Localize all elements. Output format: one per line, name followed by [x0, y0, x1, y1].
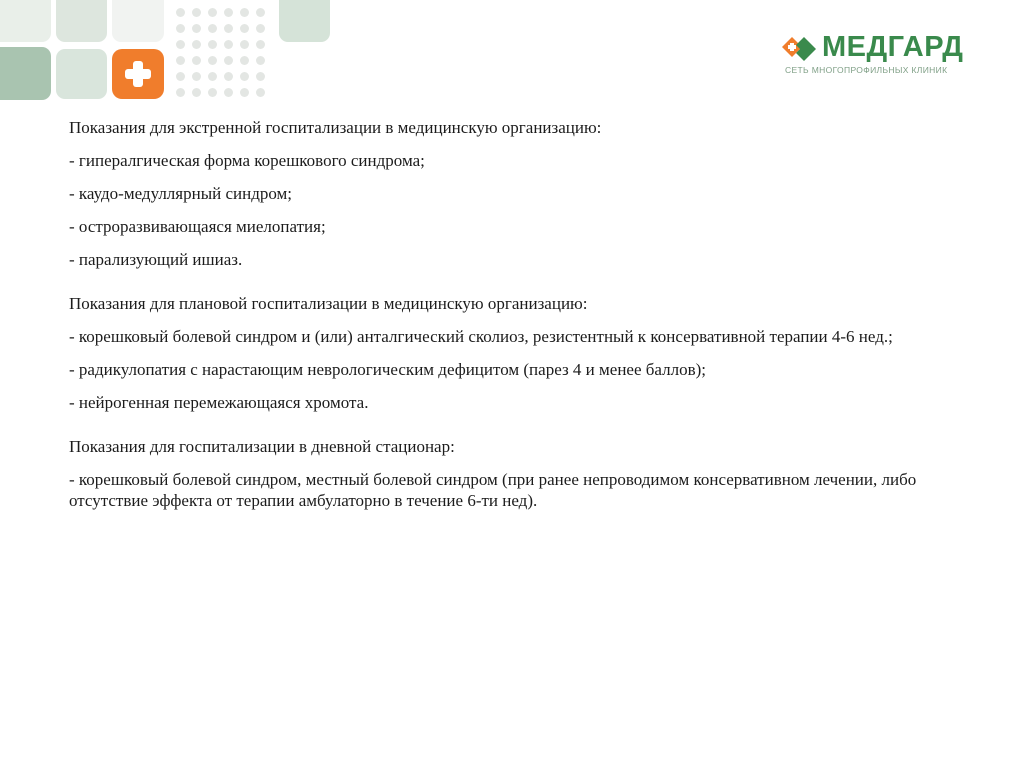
section-heading: Показания для экстренной госпитализации в медицинскую организацию:: [69, 118, 602, 137]
list-item: - парализующий ишиаз.: [69, 250, 243, 269]
decor-tile: [0, 0, 51, 42]
section-emergency: [69, 117, 969, 270]
decor-tile: [0, 47, 51, 100]
list-item: - нейрогенная перемежающаяся хромота.: [69, 393, 369, 412]
medgard-logo: [782, 33, 988, 79]
slide-body: [69, 117, 969, 534]
logo-subtitle: СЕТЬ МНОГОПРОФИЛЬНЫХ КЛИНИК: [785, 65, 948, 75]
list-item: - каудо-медуллярный синдром;: [69, 184, 293, 203]
list-item: - радикулопатия с нарастающим неврологическим дефицитом (парез 4 и менее баллов);: [69, 360, 706, 379]
logo-diamond-icon: [782, 35, 818, 65]
logo-title: МЕДГАРД: [822, 31, 964, 63]
list-item: - остроразвивающаяся миелопатия;: [69, 217, 326, 236]
decor-tile: [279, 0, 330, 42]
section-heading: Показания для плановой госпитализации в медицинскую организацию:: [69, 294, 588, 313]
list-item: - корешковый болевой синдром и (или) анталгический сколиоз, резистентный к консервативной терапии 4-6 нед.;: [69, 327, 893, 346]
decor-tile: [56, 49, 107, 99]
section-planned: [69, 293, 969, 413]
decor-dot-grid: [172, 0, 272, 98]
decor-tile: [56, 0, 107, 42]
medical-plus-icon: [112, 49, 164, 99]
decor-tile: [112, 0, 164, 42]
list-item: - корешковый болевой синдром, местный болевой синдром (при ранее непроводимом консервативном лечении, либо отсутствие эффекта от терапии амбулаторно в течение 6-ти нед).: [69, 470, 917, 510]
section-heading: Показания для госпитализации в дневной стационар:: [69, 437, 455, 456]
section-day-hospital: [69, 436, 969, 511]
list-item: - гипералгическая форма корешкового синдрома;: [69, 151, 425, 170]
